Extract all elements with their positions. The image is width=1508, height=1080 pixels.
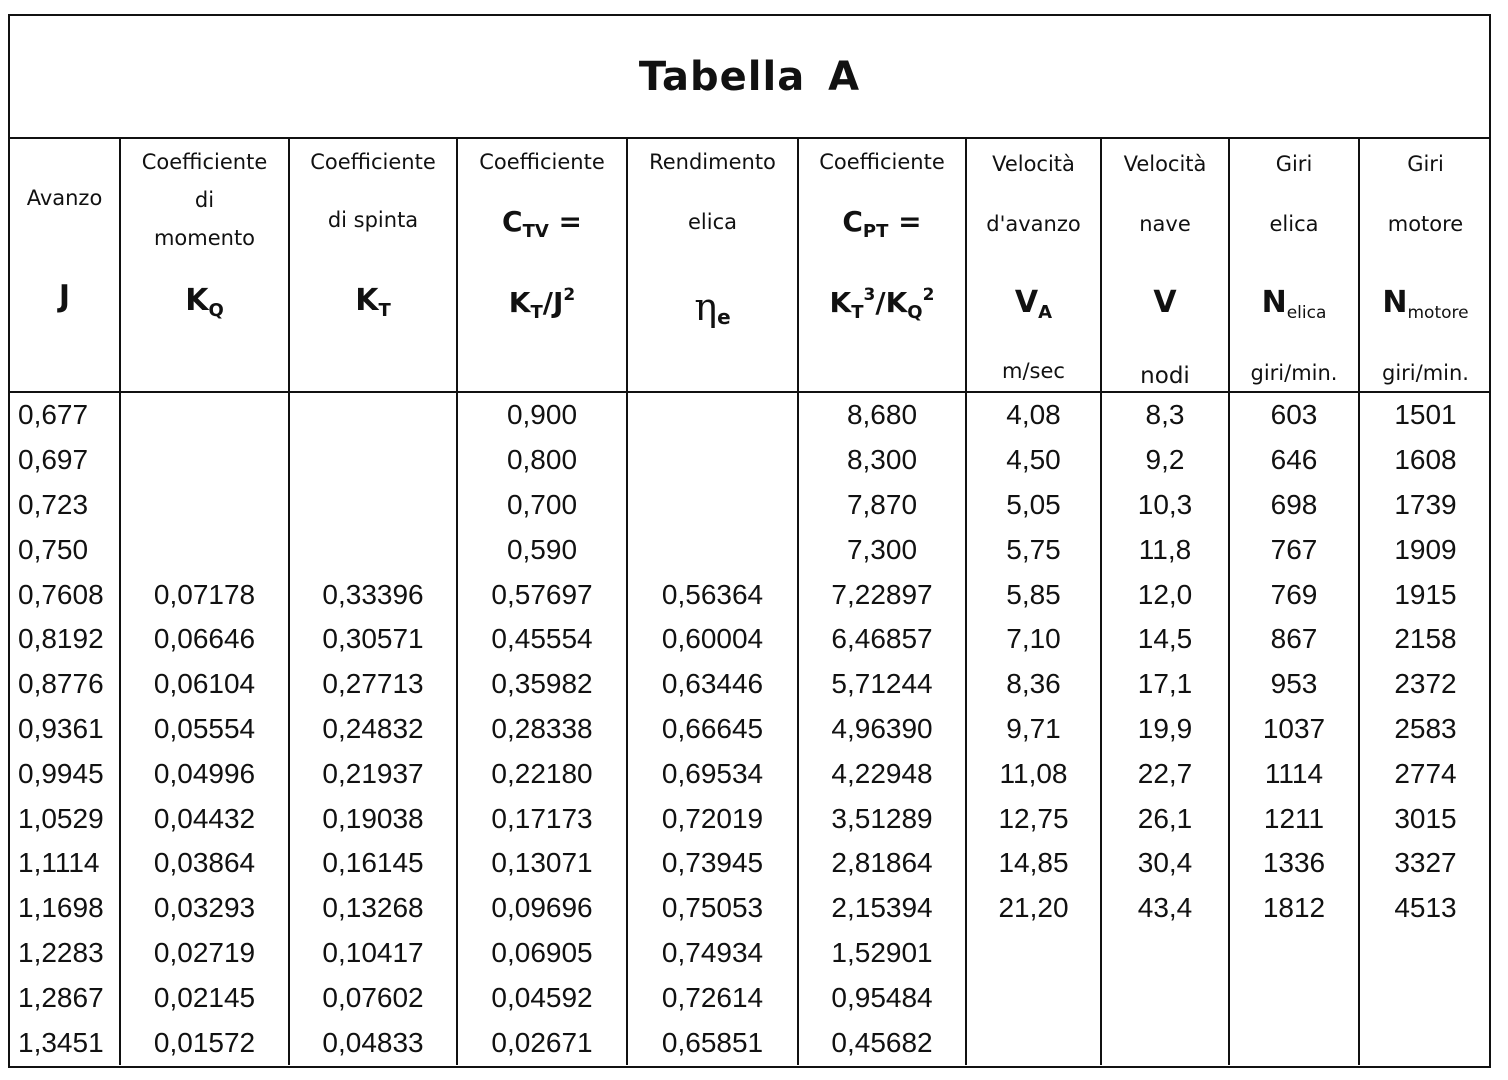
table-cell: 21,20: [966, 886, 1101, 931]
header-v: [1101, 137, 1229, 392]
table-cell: 4,08: [966, 392, 1101, 438]
table-cell: 767: [1229, 527, 1359, 572]
header-kq: [120, 137, 289, 392]
table-cell: 11,08: [966, 751, 1101, 796]
table-cell: 2158: [1359, 617, 1491, 662]
table-row: [10, 707, 1491, 752]
table-cell: 43,4: [1101, 886, 1229, 931]
table-cell: 12,75: [966, 796, 1101, 841]
header-symbol: V: [1153, 285, 1177, 320]
table-row: [10, 392, 1491, 438]
table-cell: 5,85: [966, 572, 1101, 617]
table-cell: 0,04592: [457, 975, 627, 1020]
table-cell: 0,07602: [289, 975, 457, 1020]
table-cell: [1101, 975, 1229, 1020]
table-cell: 2,81864: [798, 841, 966, 886]
header-va: [966, 137, 1101, 392]
table-cell: 2372: [1359, 662, 1491, 707]
table-cell: 0,677: [18, 399, 89, 431]
table-row: [10, 438, 1491, 483]
table-row: [10, 483, 1491, 528]
header-symbol: $V_A$: [1014, 285, 1053, 323]
table-cell: 0,590: [457, 527, 627, 572]
header-label: Giri: [1275, 152, 1313, 176]
table-cell: [966, 975, 1101, 1020]
table-cell: 8,680: [798, 392, 966, 438]
header-symbol: $N_{elica}$: [1261, 285, 1327, 323]
header-ctv: [457, 137, 627, 392]
table-cell: 0,35982: [457, 662, 627, 707]
header-n-motore: [1359, 137, 1491, 392]
table-cell: 0,74934: [627, 931, 798, 976]
table-cell: [1359, 1020, 1491, 1065]
table-cell: 7,22897: [798, 572, 966, 617]
table-cell: 5,75: [966, 527, 1101, 572]
table-cell: 0,8192: [18, 623, 104, 655]
table-cell: [120, 438, 289, 483]
header-label: Avanzo: [26, 186, 103, 210]
table-cell: 0,10417: [289, 931, 457, 976]
table-cell: 0,800: [457, 438, 627, 483]
table-cell: 17,1: [1101, 662, 1229, 707]
table-cell: 0,04996: [120, 751, 289, 796]
table-cell: 867: [1229, 617, 1359, 662]
table-cell: 1,2867: [18, 981, 104, 1013]
table-cell: [1229, 931, 1359, 976]
header-label: Velocità: [1123, 152, 1207, 176]
table-cell: 0,06646: [120, 617, 289, 662]
table-cell: 0,72614: [627, 975, 798, 1020]
table-row: [10, 527, 1491, 572]
table-cell: 1,1698: [18, 892, 104, 924]
table-row: [10, 617, 1491, 662]
table-cell: 603: [1229, 392, 1359, 438]
header-label: Coefficiente: [819, 150, 945, 174]
table-row: [10, 841, 1491, 886]
table-cell: [966, 931, 1101, 976]
header-label: motore: [1387, 212, 1464, 236]
table-row: [10, 931, 1491, 976]
table-cell: 1,52901: [798, 931, 966, 976]
table-body: [10, 392, 1491, 1065]
table-cell: 0,06104: [120, 662, 289, 707]
table-cell: 0,95484: [798, 975, 966, 1020]
table-cell: 5,05: [966, 483, 1101, 528]
table-cell: 1608: [1359, 438, 1491, 483]
table-cell: 1,1114: [18, 847, 100, 879]
table-cell: 0,05554: [120, 707, 289, 752]
table-cell: 4,96390: [798, 707, 966, 752]
header-avanzo: [10, 137, 120, 392]
table-cell: 646: [1229, 438, 1359, 483]
table-cell: 5,71244: [798, 662, 966, 707]
table-cell: 0,04432: [120, 796, 289, 841]
table-cell: [627, 392, 798, 438]
table-cell: [120, 483, 289, 528]
table-cell: 3015: [1359, 796, 1491, 841]
table-cell: 0,7608: [18, 578, 104, 610]
table-cell: [1359, 975, 1491, 1020]
table-row: [10, 572, 1491, 617]
header-label: Velocità: [992, 152, 1075, 176]
table-cell: 4,22948: [798, 751, 966, 796]
header-symbol: $N_{motore}$: [1382, 285, 1469, 323]
header-label: d'avanzo: [986, 212, 1081, 236]
table-cell: 0,24832: [289, 707, 457, 752]
table-cell: 0,9945: [18, 757, 104, 789]
table-cell: 0,21937: [289, 751, 457, 796]
table-cell: 0,65851: [627, 1020, 798, 1065]
table-cell: 0,75053: [627, 886, 798, 931]
header-label: elica: [1269, 212, 1319, 236]
table-cell: 2,15394: [798, 886, 966, 931]
header-label: elica: [687, 210, 737, 234]
table-cell: 769: [1229, 572, 1359, 617]
table-cell: 11,8: [1101, 527, 1229, 572]
table-cell: [289, 527, 457, 572]
table-cell: 0,01572: [120, 1020, 289, 1065]
table-cell: 0,28338: [457, 707, 627, 752]
table-cell: 0,19038: [289, 796, 457, 841]
header-formula: $K_T^3/K_Q^2$: [829, 285, 935, 323]
table-cell: [289, 483, 457, 528]
table-cell: [289, 392, 457, 438]
table-cell: 0,13268: [289, 886, 457, 931]
table-cell: 8,36: [966, 662, 1101, 707]
header-symbol: $K_T$: [355, 283, 391, 321]
table-cell: 0,69534: [627, 751, 798, 796]
table-cell: 0,57697: [457, 572, 627, 617]
header-label: nave: [1139, 212, 1191, 236]
table-cell: 1336: [1229, 841, 1359, 886]
table-cell: 0,63446: [627, 662, 798, 707]
table-cell: [1229, 1020, 1359, 1065]
table-cell: 1211: [1229, 796, 1359, 841]
table-cell: 14,5: [1101, 617, 1229, 662]
table-cell: [289, 438, 457, 483]
table-cell: [966, 1020, 1101, 1065]
table-row: [10, 1020, 1491, 1065]
header-label: di: [194, 188, 215, 212]
table-cell: 6,46857: [798, 617, 966, 662]
table-cell: 2583: [1359, 707, 1491, 752]
table-cell: 1909: [1359, 527, 1491, 572]
table-cell: 1037: [1229, 707, 1359, 752]
table-cell: 0,8776: [18, 668, 104, 700]
table-cell: 0,02145: [120, 975, 289, 1020]
table-cell: 0,56364: [627, 572, 798, 617]
header-cpt: [798, 137, 966, 392]
table-cell: 9,71: [966, 707, 1101, 752]
header-unit: giri/min.: [1382, 361, 1469, 385]
header-rendimento: [627, 137, 798, 392]
header-label: Rendimento: [649, 150, 776, 174]
table-cell: 10,3: [1101, 483, 1229, 528]
table-cell: 0,45682: [798, 1020, 966, 1065]
table-cell: 0,697: [18, 444, 89, 476]
header-unit: giri/min.: [1250, 361, 1338, 385]
table-cell: 0,07178: [120, 572, 289, 617]
header-formula-top: $C_{PT}$ =: [842, 205, 922, 242]
table-cell: 30,4: [1101, 841, 1229, 886]
table-sheet: [8, 14, 1491, 1068]
table-cell: 8,3: [1101, 392, 1229, 438]
table-cell: 14,85: [966, 841, 1101, 886]
table-cell: 0,723: [18, 488, 89, 520]
header-label: di spinta: [327, 208, 419, 232]
table-cell: 0,22180: [457, 751, 627, 796]
header-label: Giri: [1407, 152, 1444, 176]
table-cell: [627, 527, 798, 572]
table-row: [10, 886, 1491, 931]
table-cell: 0,700: [457, 483, 627, 528]
table-cell: 12,0: [1101, 572, 1229, 617]
table-cell: 1,2283: [18, 936, 104, 968]
table-cell: 8,300: [798, 438, 966, 483]
table-cell: 1114: [1229, 751, 1359, 796]
table-cell: 0,03864: [120, 841, 289, 886]
table-cell: 0,03293: [120, 886, 289, 931]
table-cell: 0,750: [18, 533, 89, 565]
table-cell: 1,0529: [18, 802, 104, 834]
table-cell: 4,50: [966, 438, 1101, 483]
table-cell: 0,72019: [627, 796, 798, 841]
table-cell: 3327: [1359, 841, 1491, 886]
table-cell: [1229, 975, 1359, 1020]
header-formula-top: $C_{TV}$ =: [502, 205, 582, 242]
table-row: [10, 662, 1491, 707]
table-title: Tabella A: [638, 53, 861, 100]
table-cell: 7,870: [798, 483, 966, 528]
table-cell: 698: [1229, 483, 1359, 528]
table-cell: 0,02671: [457, 1020, 627, 1065]
header-label: Coefficiente: [141, 150, 268, 174]
header-label: Coefficiente: [479, 150, 605, 174]
header-symbol: $K_Q$: [185, 283, 224, 321]
table-cell: 0,02719: [120, 931, 289, 976]
table-cell: [627, 438, 798, 483]
table-cell: 1501: [1359, 392, 1491, 438]
table-cell: 1739: [1359, 483, 1491, 528]
table-cell: 0,27713: [289, 662, 457, 707]
table-row: [10, 975, 1491, 1020]
header-label: Coefficiente: [310, 150, 436, 174]
header-label: momento: [153, 226, 256, 250]
table-row: [10, 796, 1491, 841]
title-box: [10, 16, 1489, 139]
table-cell: 0,60004: [627, 617, 798, 662]
table-cell: 0,13071: [457, 841, 627, 886]
table-cell: 26,1: [1101, 796, 1229, 841]
table-cell: [120, 527, 289, 572]
table-cell: [1101, 1020, 1229, 1065]
table-cell: 0,09696: [457, 886, 627, 931]
table-cell: 22,7: [1101, 751, 1229, 796]
table-cell: 0,16145: [289, 841, 457, 886]
data-table: [10, 137, 1491, 1065]
table-cell: 2774: [1359, 751, 1491, 796]
table-cell: 7,300: [798, 527, 966, 572]
table-cell: 0,45554: [457, 617, 627, 662]
table-cell: 1812: [1229, 886, 1359, 931]
table-cell: 1915: [1359, 572, 1491, 617]
table-cell: 0,33396: [289, 572, 457, 617]
header-row: [10, 137, 1491, 392]
table-cell: 0,06905: [457, 931, 627, 976]
table-cell: 4513: [1359, 886, 1491, 931]
table-cell: [627, 483, 798, 528]
header-symbol: J: [58, 279, 71, 314]
table-cell: 0,30571: [289, 617, 457, 662]
table-cell: 0,04833: [289, 1020, 457, 1065]
header-n-elica: [1229, 137, 1359, 392]
table-cell: 0,66645: [627, 707, 798, 752]
header-unit: m/sec: [1002, 359, 1065, 383]
table-cell: 7,10: [966, 617, 1101, 662]
table-cell: 19,9: [1101, 707, 1229, 752]
header-symbol: $\eta_e$: [694, 285, 731, 329]
table-cell: 1,3451: [18, 1026, 104, 1058]
table-cell: 0,9361: [18, 712, 104, 744]
table-cell: 0,73945: [627, 841, 798, 886]
table-row: [10, 751, 1491, 796]
header-formula: $K_T/J^2$: [508, 285, 576, 323]
table-cell: [1101, 931, 1229, 976]
table-cell: [120, 392, 289, 438]
table-cell: 9,2: [1101, 438, 1229, 483]
header-kt: [289, 137, 457, 392]
table-cell: 953: [1229, 662, 1359, 707]
table-cell: 0,17173: [457, 796, 627, 841]
table-cell: 3,51289: [798, 796, 966, 841]
table-cell: 0,900: [457, 392, 627, 438]
header-unit: nodi: [1140, 363, 1190, 389]
table-cell: [1359, 931, 1491, 976]
